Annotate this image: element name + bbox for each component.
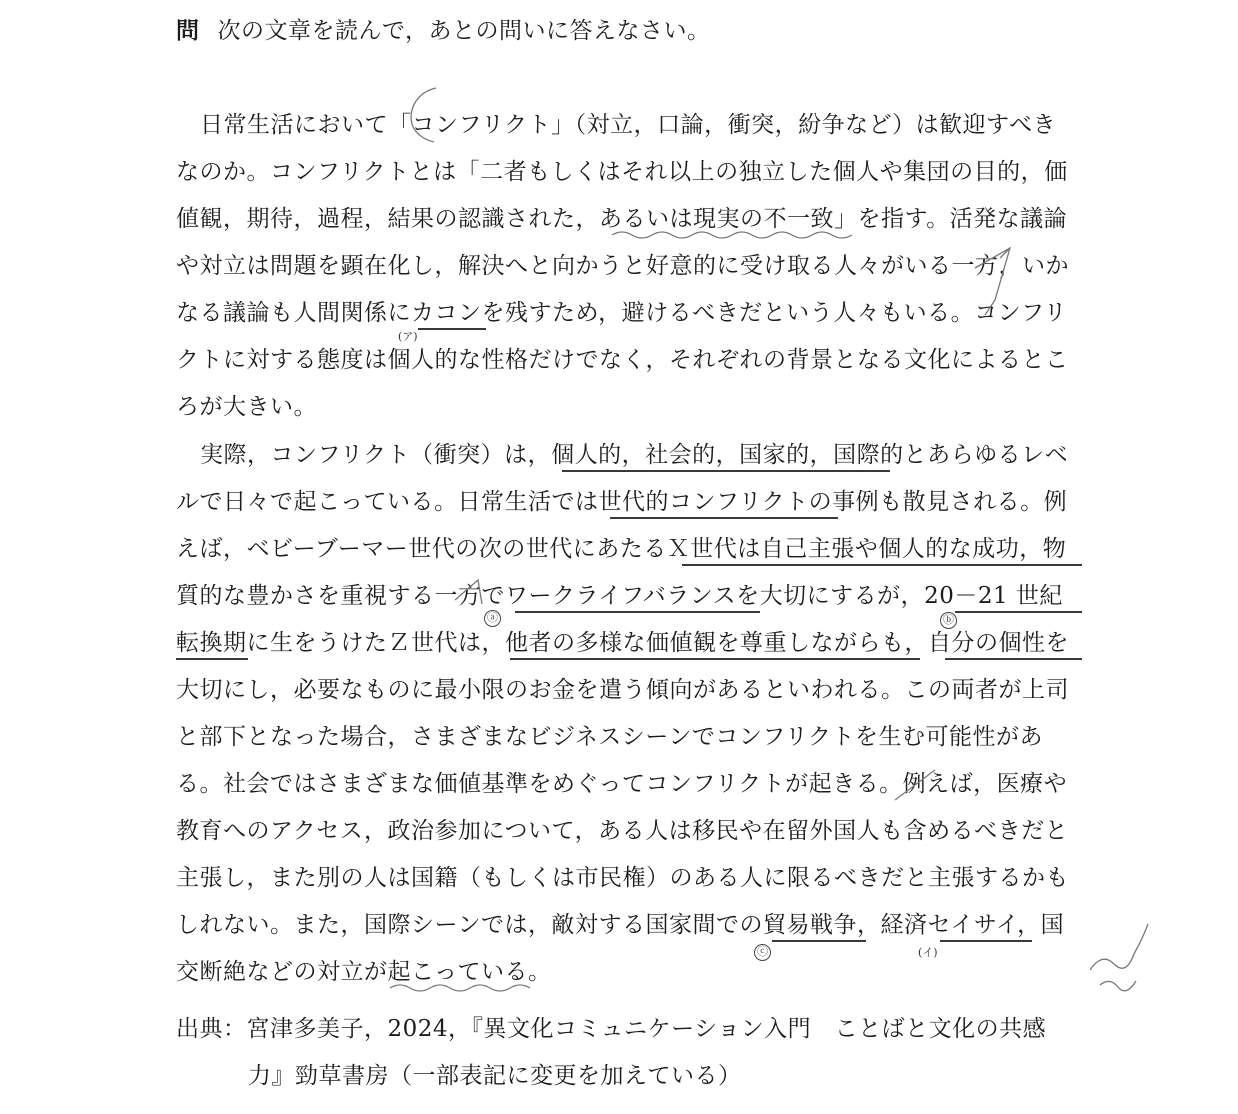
passage-line: る。社会ではさまざまな価値基準をめぐってコンフリクトが起きる。例えば，医療や (176, 771, 1068, 797)
question-instruction: 次の文章を読んで，あとの問いに答えなさい。 (217, 18, 711, 44)
passage-line: 実際，コンフリクト（衝突）は，個人的，社会的，国家的，国際的とあらゆるレベ (200, 442, 1069, 468)
marker-c: ⓒ (754, 944, 771, 961)
scribble-margin (1090, 924, 1148, 991)
passage-line: 大切にし，必要なものに最小限のお金を遣う傾向があるといわれる。この両者が上司 (176, 677, 1069, 703)
source-line-1: 出典：宮津多美子，2024，『異文化コミュニケーション入門 ことばと文化の共感 (176, 1016, 1047, 1042)
question-label: 問 (176, 17, 200, 44)
passage-line: 日常生活において「コンフリクト」（対立，口論，衝突，紛争など）は歓迎すべき (200, 112, 1057, 138)
marker-a: ⓐ (484, 610, 501, 627)
source-line-2: 力』勁草書房（一部表記に変更を加えている） (248, 1063, 742, 1089)
question-line (176, 16, 711, 46)
passage-line: ろが大きい。 (176, 394, 317, 420)
passage-line: と部下となった場合，さまざまなビジネスシーンでコンフリクトを生む可能性があ (176, 724, 1043, 750)
marker-ka: (ア) (398, 330, 418, 343)
passage-line: クトに対する態度は個人的な性格だけでなく，それぞれの背景となる文化によるとこ (176, 347, 1069, 373)
passage-line: 主張し，また別の人は国籍（もしくは市民権）のある人に限るべきだと主張するかも (176, 865, 1069, 891)
passage-line: ルで日々で起こっている。日常生活では世代的コンフリクトの事例も散見される。例 (176, 489, 1068, 515)
passage-line: なる議論も人間関係にカコンを残すため，避けるべきだという人々もいる。コンフリ (176, 300, 1068, 326)
passage-line: 交断絶などの対立が起こっている。 (176, 959, 552, 985)
passage-line: や対立は問題を顕在化し，解決へと向かうと好意的に受け取る人々がいる一方，いか (176, 253, 1069, 279)
passage-line: 転換期に生をうけたＺ世代は，他者の多様な価値観を尊重しながらも，自分の個性を (176, 630, 1069, 656)
marker-i: (イ) (918, 946, 938, 959)
passage-line: なのか。コンフリクトとは「二者もしくはそれ以上の独立した個人や集団の目的，価 (176, 159, 1068, 185)
passage-line: えば，ベビーブーマー世代の次の世代にあたるＸ世代は自己主張や個人的な成功，物 (176, 536, 1067, 562)
passage-line: しれない。また，国際シーンでは，敵対する国家間での貿易戦争，経済セイサイ，国 (176, 912, 1065, 938)
marker-b: ⓑ (940, 612, 957, 629)
passage-line: 教育へのアクセス，政治参加について，ある人は移民や在留外国人も含めるべきだと (176, 818, 1069, 844)
passage-line: 質的な豊かさを重視する一方でワークライフバランスを大切にするが，20－21 世紀 (176, 583, 1063, 609)
passage-line: 値観，期待，過程，結果の認識された，あるいは現実の不一致」を指す。活発な議論 (176, 206, 1068, 232)
